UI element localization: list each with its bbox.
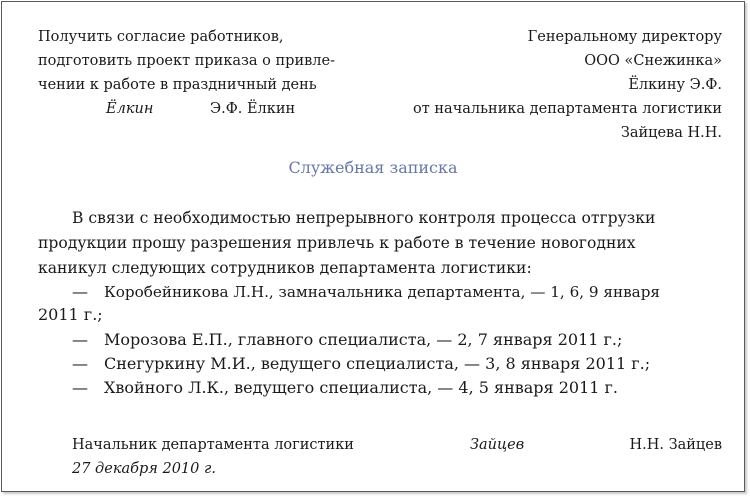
footer-signer-name: Н.Н. Зайцев (629, 437, 722, 453)
list-dash-3: — (72, 354, 88, 373)
memo-page (1, 1, 745, 492)
list-dash-1: — (72, 282, 88, 301)
body-line-2: продукции прошу разрешения привлечь к работе в течение новогодних (38, 234, 636, 252)
list-item-4: Хвойного Л.К., ведущего специалиста, — 4, 5 января 2011 г. (104, 378, 618, 397)
resolution-line-3: чении к работе в праздничный день (38, 77, 317, 93)
resolution-line-1: Получить согласие работников, (38, 29, 284, 45)
document-title: Служебная записка (288, 158, 458, 177)
resolution-signer-name: Э.Ф. Ёлкин (210, 101, 296, 117)
addressee-line-5: Зайцева Н.Н. (620, 125, 722, 141)
resolution-line-2: подготовить проект приказа о привле- (38, 53, 335, 69)
list-item-1-line-1: Коробейникова Л.Н., замначальника департамента, — 1, 6, 9 января (104, 283, 661, 301)
addressee-line-2: ООО «Снежинка» (584, 53, 722, 69)
addressee-line-3: Ёлкину Э.Ф. (628, 77, 722, 93)
body-line-3: каникул следующих сотрудников департамента логистики: (38, 259, 532, 277)
resolution-signature: Ёлкин (106, 101, 154, 117)
list-dash-2: — (72, 330, 88, 349)
body-line-1: В связи с необходимостью непрерывного контроля процесса отгрузки (72, 209, 656, 227)
list-item-2: Морозова Е.П., главного специалиста, — 2, 7 января 2011 г.; (104, 330, 623, 349)
addressee-line-1: Генеральному директору (527, 29, 722, 45)
footer-signature: Зайцев (470, 437, 525, 453)
footer-position: Начальник департамента логистики (72, 437, 354, 453)
list-dash-4: — (72, 378, 88, 397)
list-item-3: Снегуркину М.И., ведущего специалиста, — 3, 8 января 2011 г.; (104, 354, 651, 373)
footer-date: 27 декабря 2010 г. (72, 461, 216, 477)
addressee-line-4: от начальника департамента логистики (413, 101, 722, 117)
list-item-1-line-2: 2011 г.; (38, 305, 103, 324)
